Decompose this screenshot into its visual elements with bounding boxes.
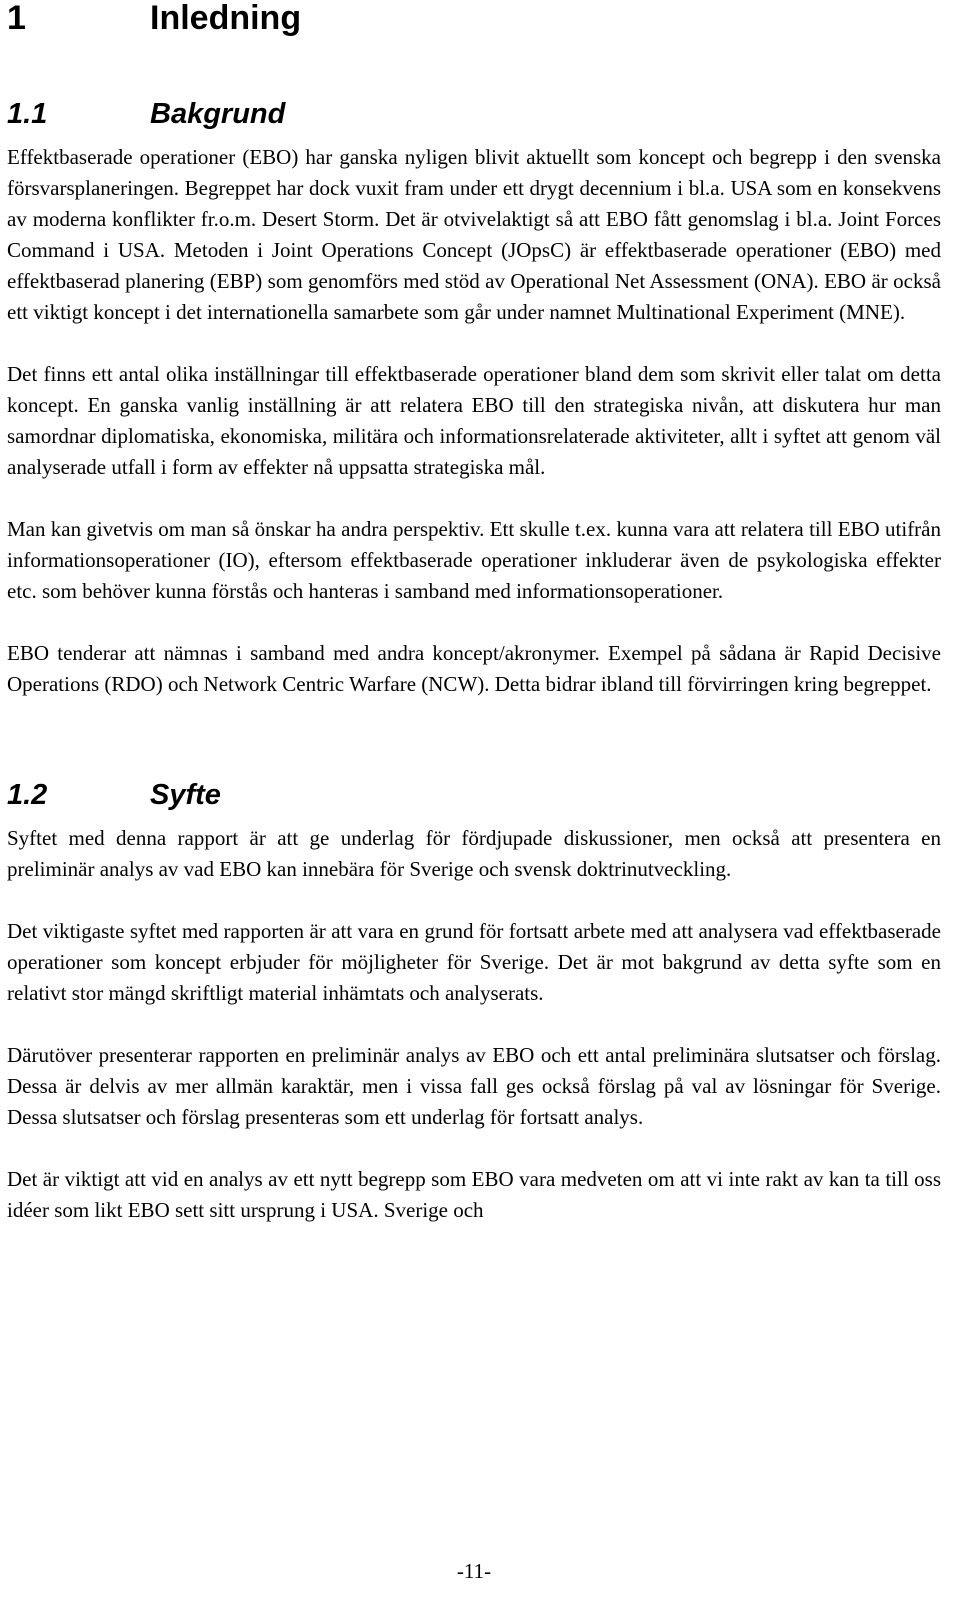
section-body xyxy=(7,142,941,700)
section-heading xyxy=(7,98,941,130)
chapter-number: 1 xyxy=(7,0,26,37)
section-number: 1.2 xyxy=(7,779,48,811)
paragraph: Därutöver presenterar rapporten en preliminär analys av EBO och ett antal preliminära slutsatser och förslag. Dessa är delvis av mer allmän karaktär, men i vissa fall ges också förslag på val av lösningar för Sverige. Dessa slutsatser och förslag presenteras som ett underlag för fortsatt analys. xyxy=(7,1043,941,1129)
section-syfte xyxy=(7,779,941,1226)
chapter-title: Inledning xyxy=(150,0,302,37)
section-bakgrund xyxy=(7,98,941,700)
page-number: -11- xyxy=(456,1559,492,1583)
section-title: Syfte xyxy=(150,779,221,811)
paragraph: Effektbaserade operationer (EBO) har ganska nyligen blivit aktuellt som koncept och begrepp i den svenska försvarsplaneringen. Begreppet har dock vuxit fram under ett drygt decennium i bl.a. USA som en konsekvens av moderna konflikter fr.o.m. Desert Storm. Det är otvivelaktigt så att EBO fått genomslag i bl.a. Joint Forces Command i USA. Metoden i Joint Operations Concept (JOpsC) är effektbaserade operationer (EBO) med effektbaserad planering (EBP) som genomförs med stöd av Operational Net Assessment (ONA). EBO är också ett viktigt koncept i det internationella samarbete som går under namnet Multinational Experiment (MNE). xyxy=(7,145,941,324)
chapter-heading xyxy=(7,0,941,48)
section-heading xyxy=(7,779,941,811)
paragraph: Det viktigaste syftet med rapporten är att vara en grund för fortsatt arbete med att analysera vad effektbaserade operationer som koncept erbjuder för möjligheter för Sverige. Det är mot bakgrund av detta syfte som en relativt stor mängd skriftligt material inhämtats och analyserats. xyxy=(7,919,941,1005)
paragraph: Det finns ett antal olika inställningar till effektbaserade operationer bland dem som skrivit eller talat om detta koncept. En ganska vanlig inställning är att relatera EBO till den strategiska nivån, att diskutera hur man samordnar diplomatiska, ekonomiska, militära och informationsrelaterade aktiviteter, allt i syftet att genom väl analyserade utfall i form av effekter nå uppsatta strategiska mål. xyxy=(7,362,941,479)
paragraph: Man kan givetvis om man så önskar ha andra perspektiv. Ett skulle t.ex. kunna vara att relatera till EBO utifrån informationsoperationer (IO), eftersom effektbaserade operationer inkluderar även de psykologiska effekter etc. som behöver kunna förstås och hanteras i samband med informationsoperationer. xyxy=(7,517,941,603)
document-page xyxy=(7,0,941,1583)
section-body xyxy=(7,823,941,1226)
paragraph: Syftet med denna rapport är att ge underlag för fördjupade diskussioner, men också att presentera en preliminär analys av vad EBO kan innebära för Sverige och svensk doktrinutveckling. xyxy=(7,826,941,881)
paragraph: EBO tenderar att nämnas i samband med andra koncept/akronymer. Exempel på sådana är Rapid Decisive Operations (RDO) och Network Centric Warfare (NCW). Detta bidrar ibland till förvirringen kring begreppet. xyxy=(7,641,941,696)
paragraph: Det är viktigt att vid en analys av ett nytt begrepp som EBO vara medveten om att vi inte rakt av kan ta till oss idéer som likt EBO sett sitt ursprung i USA. Sverige och xyxy=(7,1167,941,1222)
section-title: Bakgrund xyxy=(150,98,286,130)
section-number: 1.1 xyxy=(7,98,48,130)
